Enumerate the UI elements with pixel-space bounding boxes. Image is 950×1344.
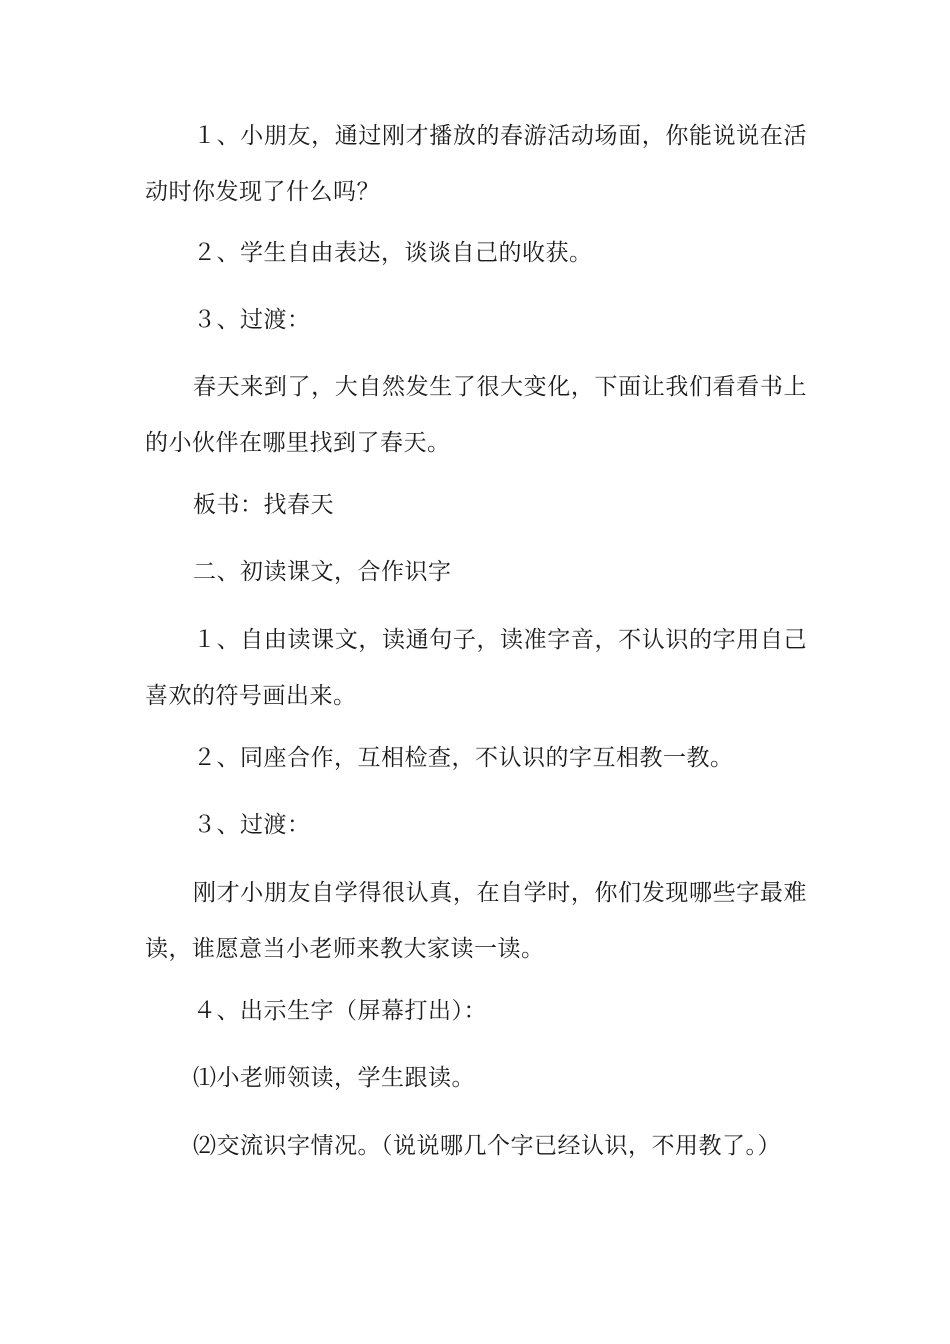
paragraph-4: 春天来到了，大自然发生了很大变化，下面让我们看看书上的小伙伴在哪里找到了春天。 xyxy=(145,374,807,456)
paragraph-1: １、小朋友，通过刚才播放的春游活动场面，你能说说在活动时你发现了什么吗？ xyxy=(145,123,807,205)
paragraph-8: ２、同座合作，互相检查，不认识的字互相教一教。 xyxy=(193,745,734,771)
paragraph-12: ⑴小老师领读，学生跟读。 xyxy=(193,1065,475,1091)
paragraph-2: ２、学生自由表达，谈谈自己的收获。 xyxy=(193,240,593,266)
paragraph-7: １、自由读课文，读通句子，读准字音，不认识的字用自己喜欢的符号画出来。 xyxy=(145,627,807,709)
paragraph-9: ３、过渡： xyxy=(193,812,311,838)
paragraph-5: 板书：找春天 xyxy=(193,492,334,518)
section-heading: 二、初读课文，合作识字 xyxy=(193,559,452,585)
paragraph-3: ３、过渡： xyxy=(193,307,311,333)
paragraph-11: ４、出示生字（屏幕打出）： xyxy=(193,998,487,1024)
paragraph-13: ⑵交流识字情况。（说说哪几个字已经认识，不用教了。） xyxy=(193,1133,781,1159)
paragraph-10: 刚才小朋友自学得很认真，在自学时，你们发现哪些字最难读，谁愿意当小老师来教大家读一读。 xyxy=(145,880,807,962)
